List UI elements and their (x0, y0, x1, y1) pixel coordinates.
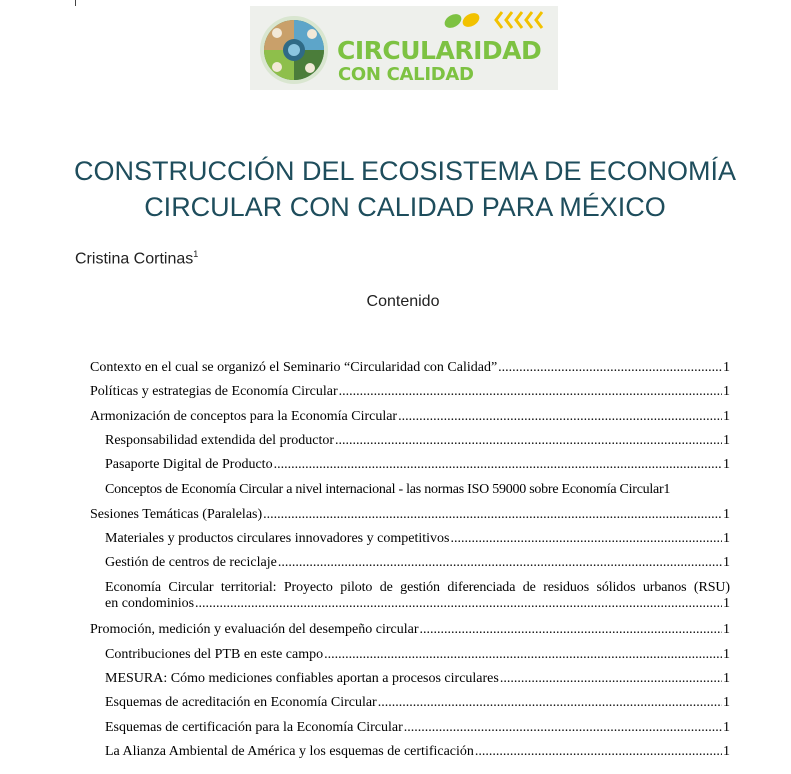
toc-entry-text: Materiales y productos circulares innovadores y competitivos (105, 531, 450, 546)
toc-page-number: 1 (723, 433, 730, 448)
toc-entry-line2 (105, 596, 730, 612)
title-line-2: CIRCULAR CON CALIDAD PARA MÉXICO (144, 192, 666, 222)
toc-leader (475, 744, 722, 760)
toc-entry-materiales[interactable] (105, 531, 730, 547)
logo-text-line2: CON CALIDAD (338, 64, 474, 85)
toc-leader (195, 596, 722, 612)
toc-heading: Contenido (366, 293, 440, 310)
author-footnote-ref[interactable]: 1 (193, 249, 199, 259)
toc-page-number: 1 (723, 720, 730, 735)
toc-entry-text: Conceptos de Economía Circular a nivel internacional - las normas ISO 59000 sobre Economía Circular (105, 482, 664, 497)
toc-entry-text: Responsabilidad extendida del productor (105, 433, 334, 448)
toc-entry-certificacion[interactable] (105, 720, 730, 736)
toc-page-number: 1 (723, 596, 730, 611)
toc-entry-ptb[interactable] (105, 647, 730, 663)
author-text: Cristina Cortinas (75, 250, 194, 268)
toc-entry-sesiones[interactable] (90, 507, 730, 523)
toc-page-number: 1 (723, 457, 730, 472)
toc-entry-contexto[interactable] (90, 360, 730, 376)
toc-entry-text: Sesiones Temáticas (Paralelas) (90, 507, 263, 522)
toc-entry-text: Gestión de centros de reciclaje (105, 555, 277, 570)
toc-leader (498, 360, 722, 376)
toc-page-number: 1 (723, 507, 730, 522)
toc-entry-text: Contexto en el cual se organizó el Seminario “Circularidad con Calidad” (90, 360, 498, 375)
toc-entry-text: La Alianza Ambiental de América y los esquemas de certificación (105, 744, 474, 759)
document-title (60, 153, 750, 225)
toc-page-number: 1 (723, 744, 730, 759)
toc-entry-iso-59000[interactable] (105, 482, 733, 498)
toc-leader (404, 720, 722, 736)
toc-page-number: 1 (723, 360, 730, 375)
toc-entry-acreditacion[interactable] (105, 695, 730, 711)
toc-leader (278, 555, 722, 571)
toc-entry-text: Políticas y estrategias de Economía Circular (90, 384, 338, 399)
toc-leader (398, 409, 722, 425)
toc-leader (378, 695, 722, 711)
toc-page-number: 1 (723, 409, 730, 424)
toc-entry-text-line2: en condominios (105, 596, 195, 611)
toc-entry-text: Contribuciones del PTB en este campo (105, 647, 324, 662)
toc-page-number: 1 (723, 555, 730, 570)
logo-text-line1: CIRCULARIDAD (337, 36, 542, 65)
toc-page-number: 1 (723, 695, 730, 710)
toc-entry-armonizacion[interactable] (90, 409, 730, 425)
toc-entry-mesura[interactable] (105, 671, 730, 687)
toc-leader (335, 433, 722, 449)
toc-entry-text: Esquemas de certificación para la Economía Circular (105, 720, 403, 735)
toc-leader (450, 531, 722, 547)
toc-entry-text: Armonización de conceptos para la Economía Circular (90, 409, 398, 424)
toc-leader (420, 622, 722, 638)
toc-page-number: 1 (723, 671, 730, 686)
toc-leader (339, 384, 722, 400)
logo (250, 6, 558, 90)
toc-entry-pasaporte[interactable] (105, 457, 730, 473)
toc-leader (500, 671, 722, 687)
toc-entry-text: MESURA: Cómo mediciones confiables aportan a procesos circulares (105, 671, 499, 686)
toc-entry-text: Esquemas de acreditación en Economía Circular (105, 695, 377, 710)
toc-page-number: 1 (723, 647, 730, 662)
toc-leader (274, 457, 722, 473)
toc-page-number: 1 (663, 482, 671, 497)
toc-entry-text: Promoción, medición y evaluación del desempeño circular (90, 622, 419, 637)
toc-entry-territorial[interactable] (105, 580, 730, 612)
toc-entry-responsabilidad[interactable] (105, 433, 730, 449)
toc-entry-alianza[interactable] (105, 744, 730, 760)
toc-leader (263, 507, 722, 523)
author-name (75, 249, 198, 268)
toc-entry-reciclaje[interactable] (105, 555, 730, 571)
toc-entry-text-line1: Economía Circular territorial: Proyecto piloto de gestión diferenciada de residuos sólidos urbanos (RSU) (105, 580, 730, 595)
toc-leader (324, 647, 722, 663)
title-line-1: CONSTRUCCIÓN DEL ECOSISTEMA DE ECONOMÍA (73, 156, 737, 186)
toc-page-number: 1 (723, 384, 730, 399)
toc-entry-promocion[interactable] (90, 622, 730, 638)
toc-page-number: 1 (723, 622, 730, 637)
toc-page-number: 1 (723, 531, 730, 546)
toc-entry-text: Pasaporte Digital de Producto (105, 457, 273, 472)
toc-entry-politicas[interactable] (90, 384, 730, 400)
text-cursor (75, 0, 76, 6)
